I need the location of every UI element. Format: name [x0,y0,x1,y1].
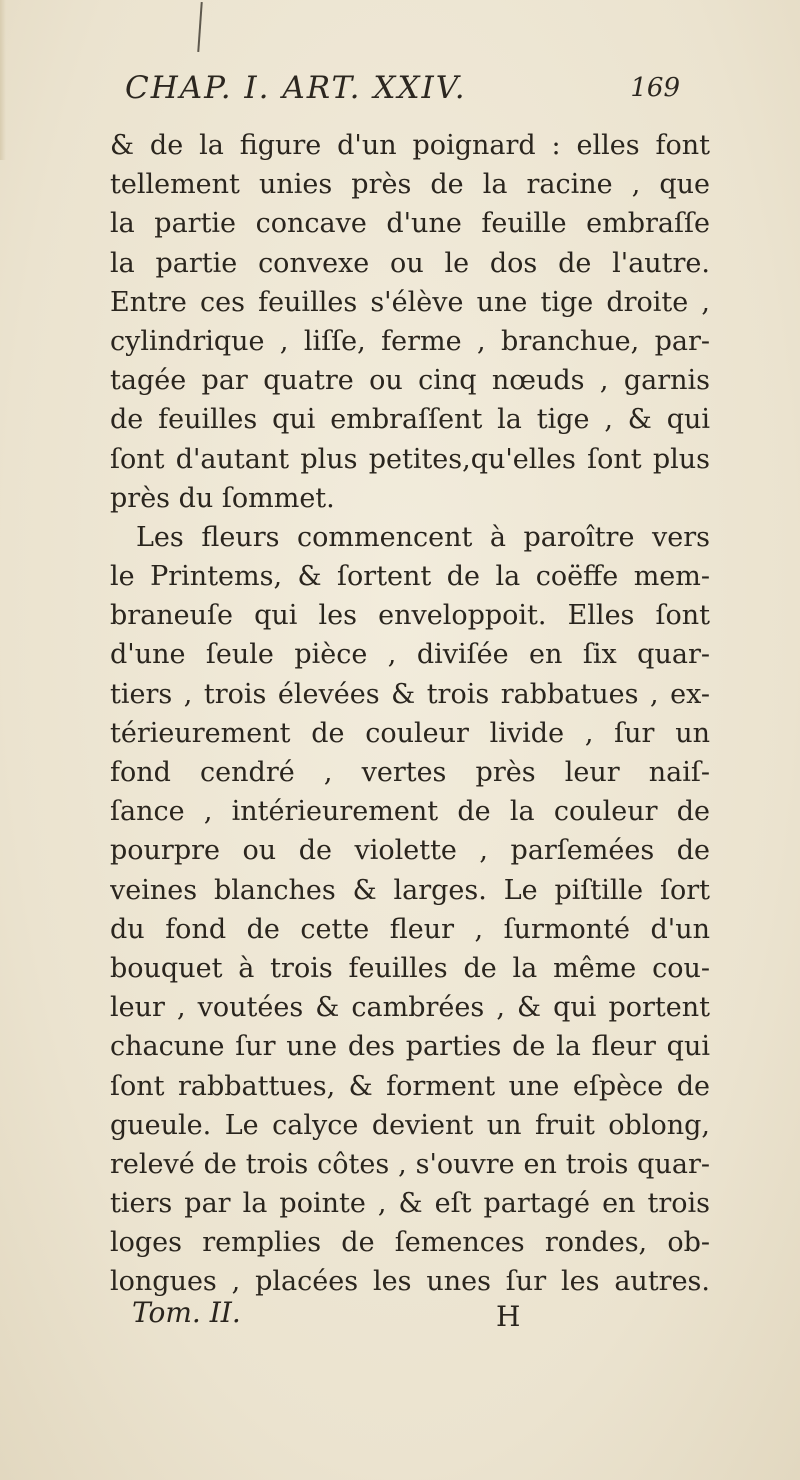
volume-mark: Tom. II. [132,1296,241,1329]
text-line: de feuilles qui embraſſent la tige , & qui [110,404,710,436]
text-line: relevé de trois côtes , s'ouvre en trois quar- [110,1148,710,1180]
text-line: pourpre ou de violette , parſemées de [110,835,710,867]
page-edge-shadow [0,0,6,160]
text-line: fond cendré , vertes près leur naiſ- [110,757,710,788]
text-line: la partie convexe ou le dos de l'autre. [110,247,710,279]
text-line: tagée par quatre ou cinq nœuds , garnis [110,365,710,397]
page-footer [132,1296,692,1336]
text-line: bouquet à trois feuilles de la même cou- [110,952,710,984]
text-line: braneuſe qui les enveloppoit. Elles ſont [110,600,710,632]
body-text [110,126,710,1302]
text-line: ſance , intérieurement de la couleur de [110,796,710,828]
chapter-article-heading: CHAP. I. ART. XXIV. [125,70,467,106]
text-line: longues , placées les unes ſur les autres. [110,1266,710,1298]
text-line: tiers par la pointe , & eſt partagé en trois [110,1188,710,1220]
text-line: le Printems, & ſortent de la coëffe mem- [110,561,710,593]
signature-mark: H [496,1300,521,1333]
text-line: loges remplies de ſemences rondes, ob- [110,1227,710,1259]
text-line: tellement unies près de la racine , que [110,169,710,201]
text-line: cylindrique , liſſe, ferme , branchue, par- [110,325,710,357]
paragraph-start-line: Les fleurs commencent à paroître vers [136,521,710,553]
text-line: du fond de cette fleur , ſurmonté d'un [110,913,710,945]
running-head [125,70,680,106]
page-number: 169 [630,73,680,103]
text-line: ſont rabbattues, & forment une eſpèce de [110,1070,710,1102]
text-line: ſont d'autant plus petites,qu'elles ſont plus [110,443,710,475]
text-line: & de la figure d'un poignard : elles font [110,130,710,161]
text-line: d'une ſeule pièce , diviſée en ſix quar- [110,639,710,671]
paragraph-end-line: près du ſommet. [110,482,335,514]
text-line: térieurement de couleur livide , ſur un [110,717,710,749]
text-line: gueule. Le calyce devient un fruit oblong, [110,1109,710,1141]
text-line: leur , voutées & cambrées , & qui portent [110,992,710,1024]
text-line: Entre ces feuilles s'élève une tige droite , [110,286,710,318]
pen-tick-mark [197,2,202,52]
text-line: veines blanches & larges. Le piſtille ſort [110,874,710,906]
text-line: tiers , trois élevées & trois rabbatues , ex- [110,678,710,710]
text-line: chacune ſur une des parties de la fleur qui [110,1031,710,1063]
text-line: la partie concave d'une feuille embraſſe [110,208,710,240]
